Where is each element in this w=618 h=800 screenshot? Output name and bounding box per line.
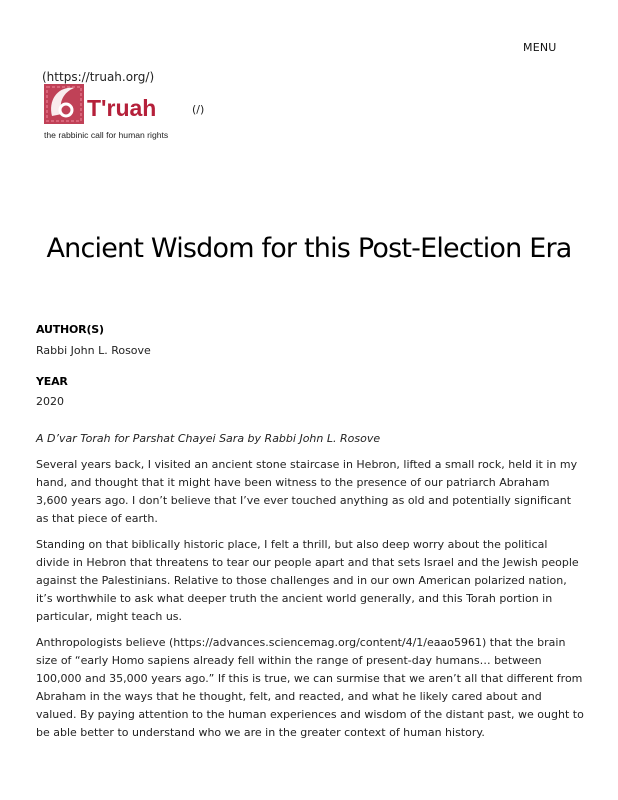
logo-link-text[interactable]: (https://truah.org/) bbox=[42, 70, 155, 84]
paragraph: Standing on that biblically historic place, I felt a thrill, but also deep worry about the political divide in Hebron that threatens to tear our people apart and that sets Israel and the Jewish people against the Palestinians. Relative to those challenges and in our own American polarized nation, it’s worthwhile to ask what deeper truth the ancient world generally, and this Torah portion in particular, might teach us. bbox=[36, 538, 579, 623]
home-link[interactable]: (/) bbox=[192, 103, 205, 116]
article-subtitle: A D’var Torah for Parshat Chayei Sara by Rabbi John L. Rosove bbox=[36, 432, 381, 445]
logo-tagline: the rabbinic call for human rights bbox=[44, 130, 169, 140]
truah-logo[interactable] bbox=[44, 80, 189, 142]
paragraph: Several years back, I visited an ancient stone staircase in Hebron, lifted a small rock, held it in my hand, and thought that it might have been witness to the presence of our patriarch Abraham 3,600 years ago. I don’t believe that I’ve ever touched anything as old and potentially significant as that piece of earth. bbox=[36, 458, 578, 525]
page-title: Ancient Wisdom for this Post-Election Era bbox=[46, 233, 572, 264]
author-name: Rabbi John L. Rosove bbox=[36, 344, 151, 357]
paragraph: Anthropologists believe (https://advances.sciencemag.org/content/4/1/eaao5961) that the brain size of “early Homo sapiens already fell within the range of present-day humans… between 100,000 and 35,000 years ago.” If this is true, we can surmise that we aren’t all that different from Abraham in the ways that he thought, felt, and reacted, and what he likely cared about and valued. By paying attention to the human experiences and wisdom of the distant past, we ought to be able better to understand who we are in the greater context of human history. bbox=[36, 636, 584, 739]
menu-button[interactable]: MENU bbox=[523, 41, 557, 54]
truah-logo-icon bbox=[44, 80, 189, 142]
year-value: 2020 bbox=[36, 395, 64, 408]
author-label: AUTHOR(S) bbox=[36, 323, 104, 336]
logo-wordmark: T'ruah bbox=[87, 95, 157, 121]
article-body bbox=[36, 430, 584, 750]
year-label: YEAR bbox=[36, 375, 68, 388]
